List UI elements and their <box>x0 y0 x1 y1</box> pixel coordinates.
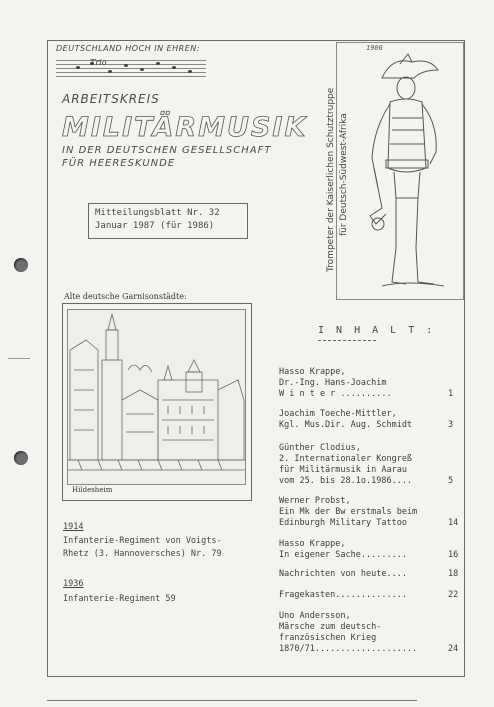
toc-page: 24 <box>448 644 459 654</box>
toc-page: 14 <box>448 518 459 528</box>
org-line-3: IN DER DEUTSCHEN GESELLSCHAFT <box>62 145 272 156</box>
toc-entry: Hasso Krappe, In eigener Sache......... <box>279 539 407 560</box>
bulletin-number: Mitteilungsblatt Nr. 32 <box>95 208 220 218</box>
bulletin-box <box>88 203 248 239</box>
figure-caption-1: Trompeter der Kaiserlichen Schutztruppe <box>326 87 336 272</box>
toc-page: 18 <box>448 569 459 579</box>
center-mark <box>8 358 30 359</box>
punch-hole-bottom <box>14 451 28 465</box>
contents-underline <box>318 340 376 341</box>
toc-entry: Günther Clodius, 2. Internationaler Kongreß für Militärmusik in Aarau vom 25. bis 28.1o.1986.... <box>279 443 413 486</box>
regiment-line-2a: Infanterie-Regiment 59 <box>63 594 176 604</box>
org-line-4: FÜR HEERESKUNDE <box>62 158 176 169</box>
org-line-2: MILITÄRMUSIK <box>62 112 308 143</box>
regiment-year-1: 1914 <box>63 522 84 532</box>
figure-caption-2: für Deutsch-Südwest-Afrika <box>339 113 349 236</box>
regiment-year-2: 1936 <box>63 579 84 589</box>
toc-entry: Fragekasten.............. <box>279 590 407 600</box>
music-staff <box>56 56 206 80</box>
figure-year: 1906 <box>366 44 383 52</box>
toc-entry: Uno Andersson, Märsche zum deutsch- französischen Krieg 1870/71.................... <box>279 611 418 654</box>
regiment-line-1b: Rhetz (3. Hannoversches) Nr. 79 <box>63 549 222 559</box>
toc-entry: Joachim Toeche-Mittler, Kgl. Mus.Dir. Aug. Schmidt <box>279 409 413 430</box>
bulletin-date: Januar 1987 (für 1986) <box>95 221 215 231</box>
castle-sketch-icon <box>67 309 246 485</box>
org-line-1: ARBEITSKREIS <box>62 92 160 106</box>
garrison-city: Hildesheim <box>72 486 113 494</box>
trio-label: Trio <box>90 58 107 67</box>
toc-entry: Werner Probst, Ein Mk der Bw erstmals beim Edinburgh Military Tattoo <box>279 496 418 528</box>
toc-page: 5 <box>448 476 454 486</box>
bottom-rule <box>47 700 417 701</box>
toc-page: 16 <box>448 550 459 560</box>
trumpeter-figure-icon <box>352 48 460 294</box>
toc-page: 22 <box>448 590 459 600</box>
regiment-line-1a: Infanterie-Regiment von Voigts- <box>63 536 222 546</box>
toc-page: 3 <box>448 420 454 430</box>
contents-title: I N H A L T : <box>318 325 436 336</box>
punch-hole-top <box>14 258 28 272</box>
toc-page: 1 <box>448 389 454 399</box>
music-label: DEUTSCHLAND HOCH IN EHREN: <box>56 44 200 53</box>
garrison-title: Alte deutsche Garnisonstädte: <box>64 292 187 301</box>
toc-entry: Hasso Krappe, Dr.-Ing. Hans-Joachim W i n t e r .......... <box>279 367 392 399</box>
toc-entry: Nachrichten von heute.... <box>279 569 407 579</box>
